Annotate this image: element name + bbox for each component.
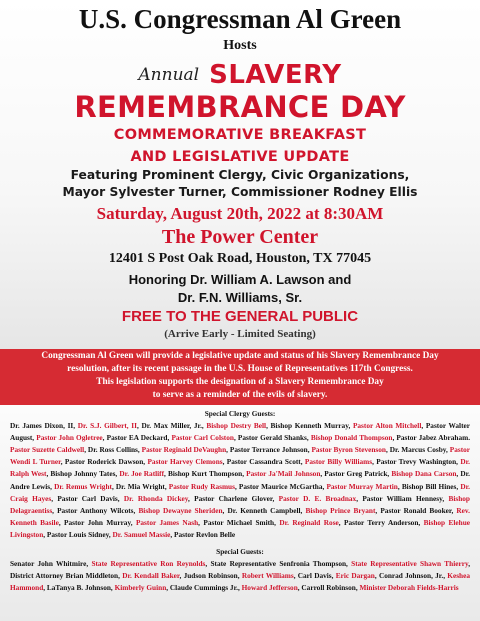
clergy-guest-name: , Pastor Cassandra Scott, — [222, 457, 305, 467]
clergy-guest-name: , Pastor Jabez Abraham. — [392, 433, 471, 443]
slavery-heading: SLAVERY — [209, 60, 342, 90]
arrive-early-note: (Arrive Early - Limited Seating) — [164, 328, 316, 340]
clergy-heading: Special Clergy Guests: — [204, 409, 276, 418]
clergy-guest-name-highlighted: Pastor Byron Stevenson — [311, 445, 386, 455]
free-admission-label: FREE TO THE GENERAL PUBLIC — [121, 308, 359, 325]
legislative-subtitle: AND LEGISLATIVE UPDATE — [130, 149, 350, 165]
remembrance-day-heading: REMEMBRANCE DAY — [74, 90, 406, 124]
clergy-guest-name-highlighted: Pastor Ja'Mail Johnson — [246, 469, 321, 479]
special-guest-name-highlighted: Keshea Hammond — [10, 571, 470, 593]
special-guest-name: , LaTanya B. Johnson, — [43, 583, 115, 593]
clergy-guest-name-highlighted: Dr. Craig Hayes — [10, 481, 471, 503]
banner-line: to serve as a reminder of the evils of slavery. — [152, 390, 328, 400]
special-guest-name-highlighted: Robert Williams — [241, 571, 294, 581]
clergy-guest-name: , Pastor Louis Sidney, — [43, 529, 113, 539]
clergy-guest-name: , Pastor Carl Davis, — [51, 493, 124, 503]
hosts-label: Hosts — [223, 38, 257, 53]
clergy-guest-name-highlighted: Bishop Prince Bryant — [305, 505, 376, 515]
special-guest-name: , Claude Cummings Jr., — [166, 583, 242, 593]
clergy-guest-name: Dr. James Dixon, II, — [10, 421, 78, 431]
clergy-guest-name: , Bishop Johnny Tates, — [46, 469, 120, 479]
clergy-guest-name: , Pastor Walter August, — [10, 421, 470, 443]
banner-line: This legislation supports the designation of a Slavery Remembrance Day — [96, 377, 384, 387]
special-guest-name: , Carl Davis, — [293, 571, 336, 581]
special-guest-name-highlighted: Eric Dargan — [335, 571, 375, 581]
clergy-guest-name: , Dr. Marcus Cosby, — [385, 445, 450, 455]
clergy-guest-name: , Dr. Max Miller, Jr., — [136, 421, 207, 431]
annual-script-text: Annual — [138, 65, 200, 85]
special-guest-name-highlighted: Howard Jefferson — [241, 583, 298, 593]
special-guest-name-highlighted: Kimberly Guinn — [114, 583, 167, 593]
banner-line: Congressman Al Green will provide a legislative update and status of his Slavery Remembrance Day — [41, 351, 439, 361]
clergy-guest-name-highlighted: Dr. Joe Ratliff — [119, 469, 165, 479]
clergy-guest-name: , Pastor Ronald Booker, — [375, 505, 457, 515]
clergy-guest-name-highlighted: Pastor Rudy Rasmus — [168, 481, 235, 491]
clergy-guest-name: , Pastor EA Deckard, — [102, 433, 172, 443]
special-guest-name-highlighted: Minister Deborah Fields-Harris — [359, 583, 459, 593]
venue-address: 12401 S Post Oak Road, Houston, TX 77045 — [108, 251, 372, 266]
clergy-guest-name: , Bishop Bill Hines, — [397, 481, 461, 491]
clergy-guest-name: , Pastor Gerald Shanks, — [233, 433, 311, 443]
special-guest-name: , District Attorney Brian Middleton, — [10, 559, 471, 581]
clergy-guest-name-highlighted: Pastor D. E. Broadnax — [278, 493, 357, 503]
clergy-guest-name: , Pastor Terry Anderson, — [338, 517, 424, 527]
featuring-line-1: Featuring Prominent Clergy, Civic Organizations, — [70, 168, 410, 182]
special-guests-heading: Special Guests: — [216, 547, 264, 557]
special-guest-name-highlighted: State Representative Ron Reynolds — [91, 559, 206, 569]
clergy-guest-name-highlighted: Bishop Elehue Livingston — [10, 517, 470, 539]
special-guest-name: , Conrad Johnson, Jr., — [374, 571, 448, 581]
clergy-guest-name: , Pastor Trevy Washington, — [372, 457, 461, 467]
clergy-guest-name: , Pastor John Murray, — [58, 517, 136, 527]
featuring-line-2: Mayor Sylvester Turner, Commissioner Rodney Ellis — [62, 185, 418, 199]
clergy-guest-name-highlighted: Bishop Destry Bell — [206, 421, 267, 431]
clergy-guest-name-highlighted: Bishop Dewayne Sheriden — [138, 505, 223, 515]
guest-lists — [10, 408, 470, 594]
clergy-guest-name-highlighted: Pastor James Nash — [135, 517, 199, 527]
clergy-guest-name-highlighted: Dr. Rhonda Dickey — [123, 493, 188, 503]
clergy-guest-name-highlighted: Pastor Carl Colston — [171, 433, 234, 443]
clergy-guest-name-highlighted: Pastor John Ogletree — [36, 433, 103, 443]
special-guest-list — [10, 558, 470, 594]
clergy-guest-name-highlighted: Dr. Remus Wright — [54, 481, 112, 491]
clergy-guest-name-highlighted: Pastor Murray Martin — [326, 481, 398, 491]
clergy-guest-name: , Pastor Greg Patrick, — [320, 469, 392, 479]
legislative-update-banner — [0, 349, 480, 405]
clergy-guest-name-highlighted: Pastor Harvey Clemons — [147, 457, 223, 467]
special-guest-name-highlighted: State Representative Shawn Thierry — [351, 559, 469, 569]
special-guest-name: , Judson Robinson, — [179, 571, 242, 581]
clergy-guest-name-highlighted: Pastor Alton Mitchell — [352, 421, 422, 431]
clergy-guest-name: , Bishop Kenneth Murray, — [266, 421, 353, 431]
clergy-guest-name: , Dr. Ross Collins, — [84, 445, 142, 455]
event-date: Saturday, August 20th, 2022 at 8:30AM — [96, 204, 384, 223]
clergy-guest-name-highlighted: Dr. Ralph West — [10, 457, 470, 479]
clergy-guest-name: , Pastor Michael Smith, — [198, 517, 280, 527]
special-guest-name: Senator John Whitmire, — [10, 559, 92, 569]
clergy-guest-name-highlighted: Pastor Reginald DeVaughn — [141, 445, 227, 455]
clergy-guest-list — [10, 420, 470, 541]
honoring-line-1: Honoring Dr. William A. Lawson and — [128, 272, 352, 287]
congressman-title: U.S. Congressman Al Green — [78, 4, 402, 34]
special-guest-name-highlighted: Dr. Kendall Baker — [122, 571, 180, 581]
clergy-guest-name-highlighted: Dr. Reginald Rose — [279, 517, 339, 527]
clergy-guest-name-highlighted: Dr. Samuel Massie — [112, 529, 171, 539]
special-guest-name: , Carroll Robinson, — [297, 583, 360, 593]
banner-line: resolution, after its recent passage in the U.S. House of Representatives 117th Congress. — [67, 364, 413, 374]
special-guest-name: , State Representative Senfronia Thompson, — [205, 559, 352, 569]
clergy-guest-name: , Dr. Mia Wright, — [111, 481, 169, 491]
clergy-guest-name-highlighted: Bishop Dana Carson — [391, 469, 457, 479]
clergy-guest-name: , Dr. Kenneth Campbell, — [222, 505, 306, 515]
clergy-guest-name-highlighted: Dr. S.J. Gilbert, II — [77, 421, 137, 431]
clergy-guest-name: , Pastor Maurice McGartha, — [234, 481, 327, 491]
clergy-guest-name: , Dr. Andre Lewis, — [10, 469, 470, 491]
clergy-guest-name: , Pastor William Hennesy, — [356, 493, 449, 503]
clergy-guest-name-highlighted: Pastor Billy Williams — [304, 457, 373, 467]
venue-name: The Power Center — [161, 226, 319, 248]
clergy-guest-name: , Pastor Charlene Glover, — [188, 493, 279, 503]
clergy-guest-name: , Pastor Anthony Wilcots, — [52, 505, 139, 515]
clergy-guest-name-highlighted: Bishop Delagraentiss — [10, 493, 470, 515]
clergy-guest-name-highlighted: Rev. Kenneth Basile — [10, 505, 470, 527]
clergy-guest-name: , Pastor Terrance Johnson, — [226, 445, 312, 455]
clergy-guest-name-highlighted: Pastor Wendi L Turner — [10, 445, 471, 467]
honoring-line-2: Dr. F.N. Williams, Sr. — [177, 290, 303, 305]
clergy-guest-name: , Bishop Kurt Thompson, — [164, 469, 247, 479]
clergy-guest-name-highlighted: Bishop Donald Thompson — [310, 433, 393, 443]
clergy-guest-name: , Pastor Roderick Dawson, — [60, 457, 148, 467]
clergy-guest-name-highlighted: Pastor Suzette Caldwell — [10, 445, 85, 455]
breakfast-subtitle: COMMEMORATIVE BREAKFAST — [113, 127, 367, 143]
clergy-guest-name: , Pastor Revlon Belle — [170, 529, 236, 539]
annual-slavery-row — [0, 60, 480, 90]
